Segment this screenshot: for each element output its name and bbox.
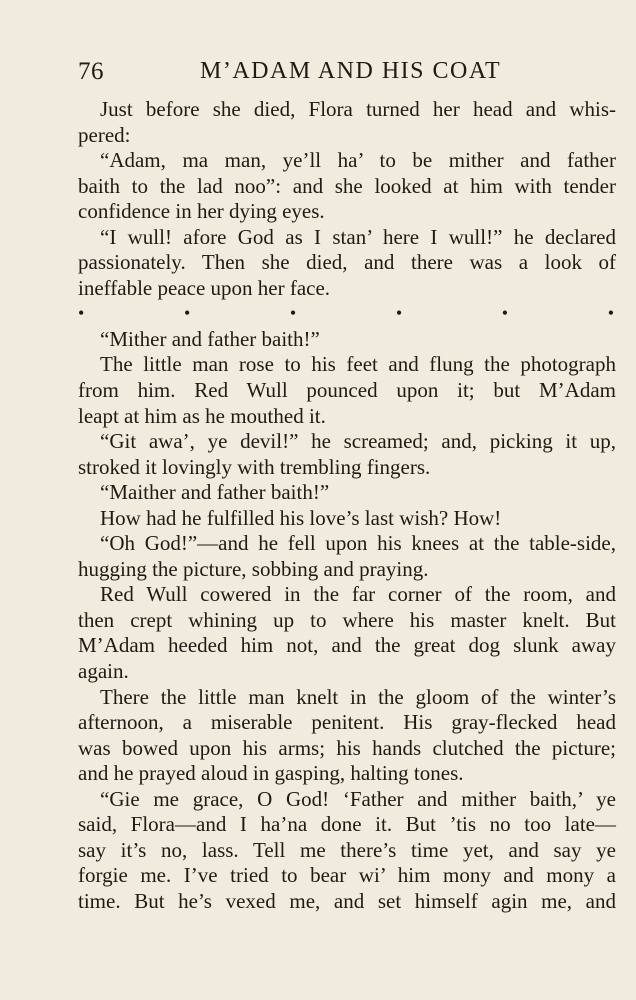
text-line: ineffable peace upon her face.: [78, 275, 331, 300]
text-line: afternoon, a miserable penitent. His gray-flecked head: [78, 710, 616, 735]
page-header: [78, 56, 616, 96]
text-line: was bowed upon his arms; his hands clutched the picture;: [78, 735, 616, 760]
text-line: “I wull! afore God as I stan’ here I wull!” he declared: [100, 224, 616, 249]
text-line: “Adam, ma man, ye’ll ha’ to be mither and father: [100, 148, 616, 173]
text-line: Red Wull cowered in the far corner of the room, and: [100, 582, 616, 607]
text-line: “Maither and father baith!”: [100, 480, 330, 505]
text-line: How had he fulfilled his love’s last wish? How!: [100, 505, 502, 530]
page-number: 76: [78, 58, 104, 85]
text-line: confidence in her dying eyes.: [78, 199, 325, 224]
text-line: Just before she died, Flora turned her head and whis-: [100, 97, 616, 121]
ellipsis-dot: •: [78, 303, 85, 324]
text-line: M’Adam heeded him not, and the great dog slunk away: [78, 633, 616, 658]
text-line: “Oh God!”—and he fell upon his knees at the table-side,: [100, 531, 616, 556]
text-line: leapt at him as he mouthed it.: [78, 403, 326, 428]
text-line: “Gie me grace, O God! ‘Father and mither baith,’ ye: [100, 786, 616, 811]
text-line: hugging the picture, sobbing and praying.: [78, 556, 429, 581]
text-line: from him. Red Wull pounced upon it; but M’Adam: [78, 378, 616, 403]
text-line: There the little man knelt in the gloom of the winter’s: [100, 684, 616, 709]
ellipsis-dot: •: [395, 303, 403, 324]
text-line: forgie me. I’ve tried to bear wi’ him mony and mony a: [78, 863, 616, 888]
text-line: said, Flora—and I ha’na done it. But ’tis no too late—: [78, 812, 616, 837]
ellipsis-dot: •: [183, 303, 191, 324]
text-line: time. But he’s vexed me, and set himself agin me, and: [78, 888, 616, 913]
body-text: [78, 97, 616, 915]
text-line: pered:: [78, 122, 131, 147]
text-line: stroked it lovingly with trembling fingers.: [78, 454, 431, 479]
ellipsis-dot: •: [607, 303, 614, 324]
text-line: “Git awa’, ye devil!” he screamed; and, picking it up,: [100, 429, 616, 454]
text-line: “Mither and father baith!”: [100, 326, 320, 351]
text-line: and he prayed aloud in gasping, halting tones.: [78, 761, 464, 786]
text-line: say it’s no, lass. Tell me there’s time yet, and say ye: [78, 837, 616, 862]
text-line: baith to the lad noo”: and she looked at him with tender: [78, 173, 616, 198]
text-line: The little man rose to his feet and flung the photograph: [100, 352, 616, 377]
ellipsis-dot: •: [289, 303, 297, 324]
running-title: M’ADAM AND HIS COAT: [200, 58, 502, 84]
ellipsis-dot: •: [501, 303, 509, 324]
text-line: then crept whining up to where his master knelt. But: [78, 607, 616, 632]
text-line: again.: [78, 659, 129, 684]
ellipsis-row: [78, 301, 616, 327]
text-line: passionately. Then she died, and there was a look of: [78, 250, 616, 275]
